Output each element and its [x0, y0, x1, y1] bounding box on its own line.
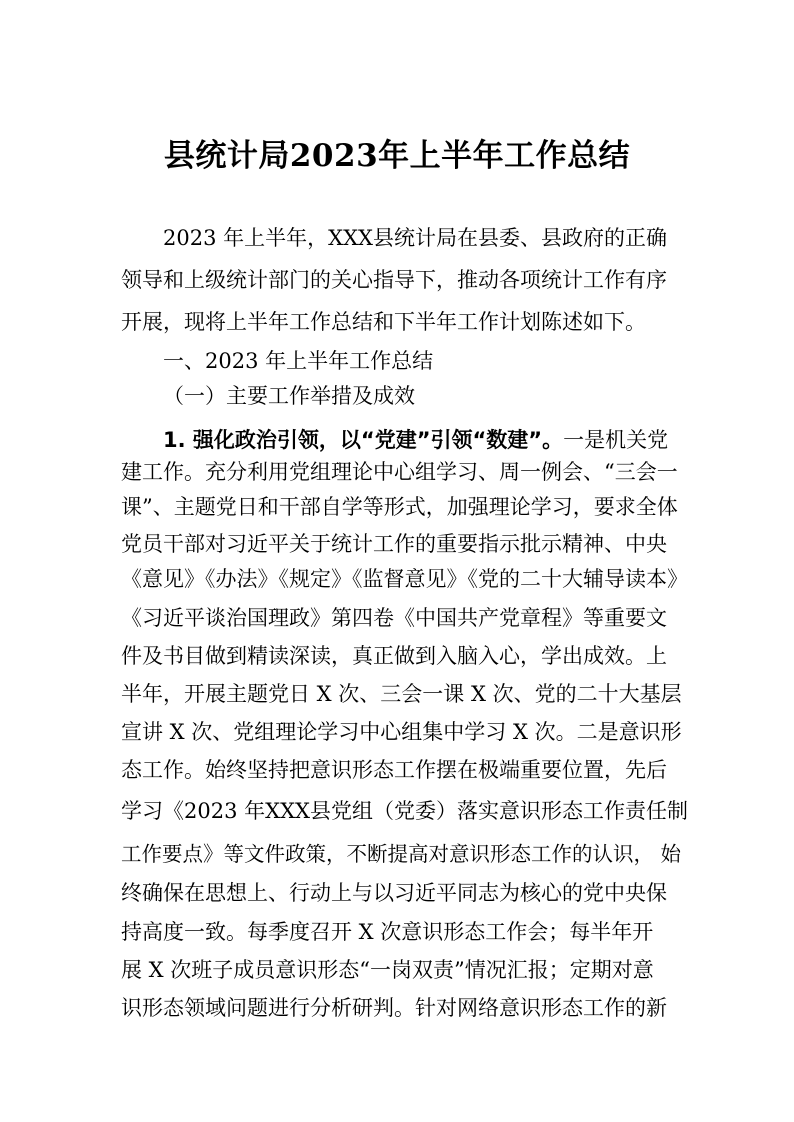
intro-line: 领导和上级统计部门的关心指导下，推动各项统计工作有序 [121, 268, 667, 292]
item1-line: 《意见》《办法》《规定》《监督意见》《党的二十大辅导读本》 [121, 567, 688, 591]
item1-line: 终确保在思想上、行动上与以习近平同志为核心的党中央保 [121, 881, 667, 905]
item1-line: 态工作。始终坚持把意识形态工作摆在极端重要位置，先后 [121, 758, 667, 782]
item1-line: 学习《2023 年XXX县党组（党委）落实意识形态工作责任制 [121, 799, 688, 823]
item1-line: 课”、主题党日和干部自学等形式，加强理论学习，要求全体 [121, 495, 678, 519]
item1-line: 《习近平谈治国理政》第四卷《中国共产党章程》等重要文 [121, 606, 667, 630]
subsection-heading: （一）主要工作举措及成效 [163, 384, 415, 408]
section-heading: 一、2023 年上半年工作总结 [163, 349, 434, 373]
item1-first-line [163, 425, 668, 455]
document-title: 县统计局2023年上半年工作总结 [163, 138, 631, 174]
item1-heading: 1. 强化政治引领，以“党建”引领“数建”。 [163, 428, 564, 452]
item1-line: 半年，开展主题党日 X 次、三会一课 X 次、党的二十大基层 [121, 682, 682, 706]
item1-line: 工作要点》等文件政策，不断提高对意识形态工作的认识， 始 [121, 842, 682, 866]
item1-line: 持高度一致。每季度召开 X 次意识形态工作会；每半年开 [121, 920, 654, 944]
item1-line: 一是机关党 [563, 428, 669, 452]
item1-line: 件及书目做到精读深读，真正做到入脑入心，学出成效。上 [121, 644, 667, 668]
intro-line: 开展，现将上半年工作总结和下半年工作计划陈述如下。 [121, 310, 646, 334]
item1-line: 识形态领域问题进行分析研判。针对网络意识形态工作的新 [121, 996, 667, 1020]
item1-line: 党员干部对习近平关于统计工作的重要指示批示精神、中央 [121, 532, 667, 556]
item1-line: 宣讲 X 次、党组理论学习中心组集中学习 X 次。二是意识形 [121, 720, 682, 744]
intro-line: 2023 年上半年，XXX县统计局在县委、县政府的正确 [163, 226, 667, 250]
item1-line: 展 X 次班子成员意识形态“一岗双责”情况汇报；定期对意 [121, 958, 654, 982]
item1-line: 建工作。充分利用党组理论中心组学习、周一例会、“三会一 [121, 460, 678, 484]
